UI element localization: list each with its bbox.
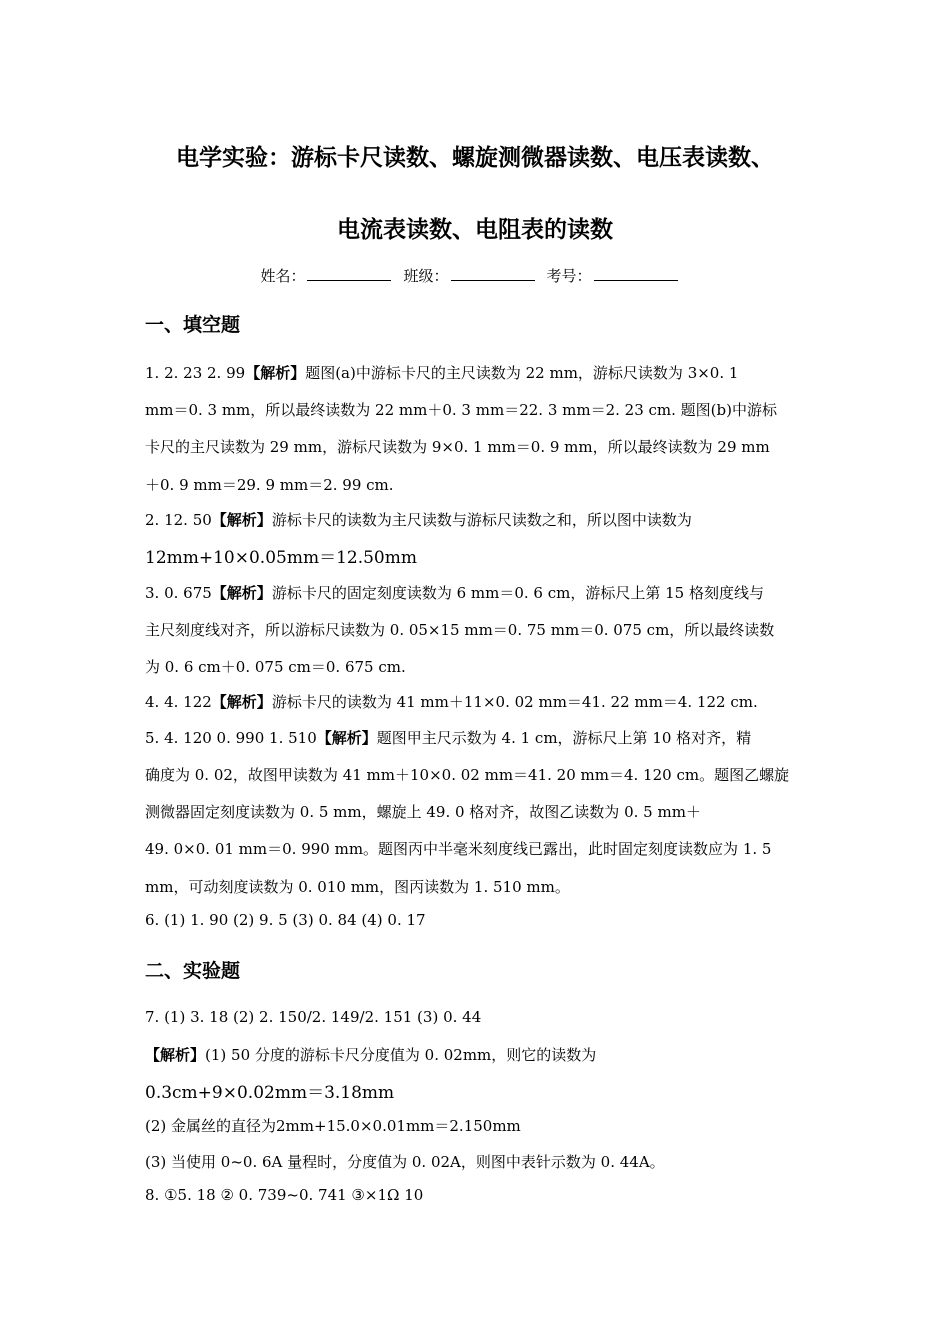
name-blank[interactable] xyxy=(307,266,391,281)
answer-text: 0.3cm+9×0.02mm＝3.18mm xyxy=(145,1083,395,1103)
class-label: 班级： xyxy=(403,267,449,285)
answer-line xyxy=(145,362,807,383)
answer-text: mm，可动刻度读数为 0. 010 mm，图丙读数为 1. 510 mm。 xyxy=(145,878,570,896)
answer-line xyxy=(145,876,807,897)
answer-text: 题图甲主尺示数为 4. 1 cm，游标尺上第 10 格对齐，精 xyxy=(376,729,752,747)
answer-line xyxy=(145,691,807,712)
id-blank[interactable] xyxy=(594,266,678,281)
answer-text: 12mm+10×0.05mm＝12.50mm xyxy=(145,548,417,568)
formula-line xyxy=(145,1078,807,1103)
answer-line xyxy=(145,474,807,495)
answer-text: 8. ①5. 18 ② 0. 739~0. 741 ③×1Ω 10 xyxy=(145,1186,424,1204)
answer-text: ＋0. 9 mm＝29. 9 mm＝2. 99 cm. xyxy=(145,476,394,494)
answer-text: 测微器固定刻度读数为 0. 5 mm，螺旋上 49. 0 格对齐，故图乙读数为 0. 5 mm＋ xyxy=(145,803,701,821)
answer-line xyxy=(145,1044,807,1065)
formula-line xyxy=(145,543,807,568)
answer-text: 确度为 0. 02，故图甲读数为 41 mm＋10×0. 02 mm＝41. 20 mm＝4. 120 cm。题图乙螺旋 xyxy=(145,766,790,784)
answer-line xyxy=(145,911,807,929)
name-label: 姓名： xyxy=(260,267,306,285)
answer-line xyxy=(145,801,807,822)
answer-text: (3) 当使用 0~0. 6A 量程时，分度值为 0. 02A，则图中表针示数为 0. 44A。 xyxy=(145,1153,665,1171)
answer-text: 为 0. 6 cm＋0. 075 cm＝0. 675 cm. xyxy=(145,658,406,676)
analysis-tag: 【解析】 xyxy=(316,729,377,747)
answer-text: 题图(a)中游标卡尺的主尺读数为 22 mm，游标尺读数为 3×0. 1 xyxy=(305,364,739,382)
answer-text: 49. 0×0. 01 mm＝0. 990 mm。题图丙中半毫米刻度线已露出，此时固定刻度读数应为 1. 5 xyxy=(145,840,772,858)
answer-line xyxy=(145,1186,807,1204)
answer-text: 游标卡尺的固定刻度读数为 6 mm＝0. 6 cm，游标尺上第 15 格刻度线与 xyxy=(271,584,764,602)
answer-line xyxy=(145,727,807,748)
answer-text: 主尺刻度线对齐，所以游标尺读数为 0. 05×15 mm＝0. 75 mm＝0. 075 cm，所以最终读数 xyxy=(145,621,775,639)
analysis-tag: 【解析】 xyxy=(245,364,306,382)
answer-text: 卡尺的主尺读数为 29 mm，游标尺读数为 9×0. 1 mm＝0. 9 mm，所以最终读数为 29 mm xyxy=(145,438,770,456)
section-heading-fill-blank: 一、填空题 xyxy=(145,314,241,336)
title-line-2: 电流表读数、电阻表的读数 xyxy=(337,217,613,243)
answer-text: 6. (1) 1. 90 (2) 9. 5 (3) 0. 84 (4) 0. 17 xyxy=(145,911,426,929)
analysis-tag: 【解析】 xyxy=(211,511,272,529)
answer-line xyxy=(145,1151,807,1172)
answer-line xyxy=(145,509,807,530)
student-info xyxy=(0,265,950,286)
section-heading-experiment: 二、实验题 xyxy=(145,960,241,982)
analysis-tag: 【解析】 xyxy=(211,584,272,602)
title-line-1: 电学实验：游标卡尺读数、螺旋测微器读数、电压表读数、 xyxy=(176,145,774,171)
answer-text: 1. 2. 23 2. 99 xyxy=(145,364,246,382)
answer-text: 2. 12. 50 xyxy=(145,511,212,529)
answer-text: 7. (1) 3. 18 (2) 2. 150/2. 149/2. 151 (3) 0. 44 xyxy=(145,1008,482,1026)
answer-line xyxy=(145,656,807,677)
analysis-tag: 【解析】 xyxy=(145,1046,206,1064)
id-label: 考号： xyxy=(546,267,592,285)
answer-text: (2) 金属丝的直径为2mm+15.0×0.01mm＝2.150mm xyxy=(145,1117,521,1135)
answer-text: mm＝0. 3 mm，所以最终读数为 22 mm＋0. 3 mm＝22. 3 mm＝2. 23 cm. 题图(b)中游标 xyxy=(145,401,777,419)
answer-text: 3. 0. 675 xyxy=(145,584,212,602)
answer-text: 游标卡尺的读数为 41 mm＋11×0. 02 mm＝41. 22 mm＝4. 122 cm. xyxy=(271,693,758,711)
answer-text: 5. 4. 120 0. 990 1. 510 xyxy=(145,729,317,747)
answer-line xyxy=(145,436,807,457)
answer-line xyxy=(145,764,807,785)
answer-line xyxy=(145,619,807,640)
answer-line xyxy=(145,838,807,859)
answer-line xyxy=(145,1008,807,1026)
answer-text: 游标卡尺的读数为主尺读数与游标尺读数之和，所以图中读数为 xyxy=(271,511,692,529)
answer-line xyxy=(145,582,807,603)
answer-line xyxy=(145,399,807,420)
answer-line xyxy=(145,1115,807,1136)
answer-text: (1) 50 分度的游标卡尺分度值为 0. 02mm，则它的读数为 xyxy=(205,1046,597,1064)
answer-text: 4. 4. 122 xyxy=(145,693,212,711)
class-blank[interactable] xyxy=(451,266,535,281)
analysis-tag: 【解析】 xyxy=(211,693,272,711)
